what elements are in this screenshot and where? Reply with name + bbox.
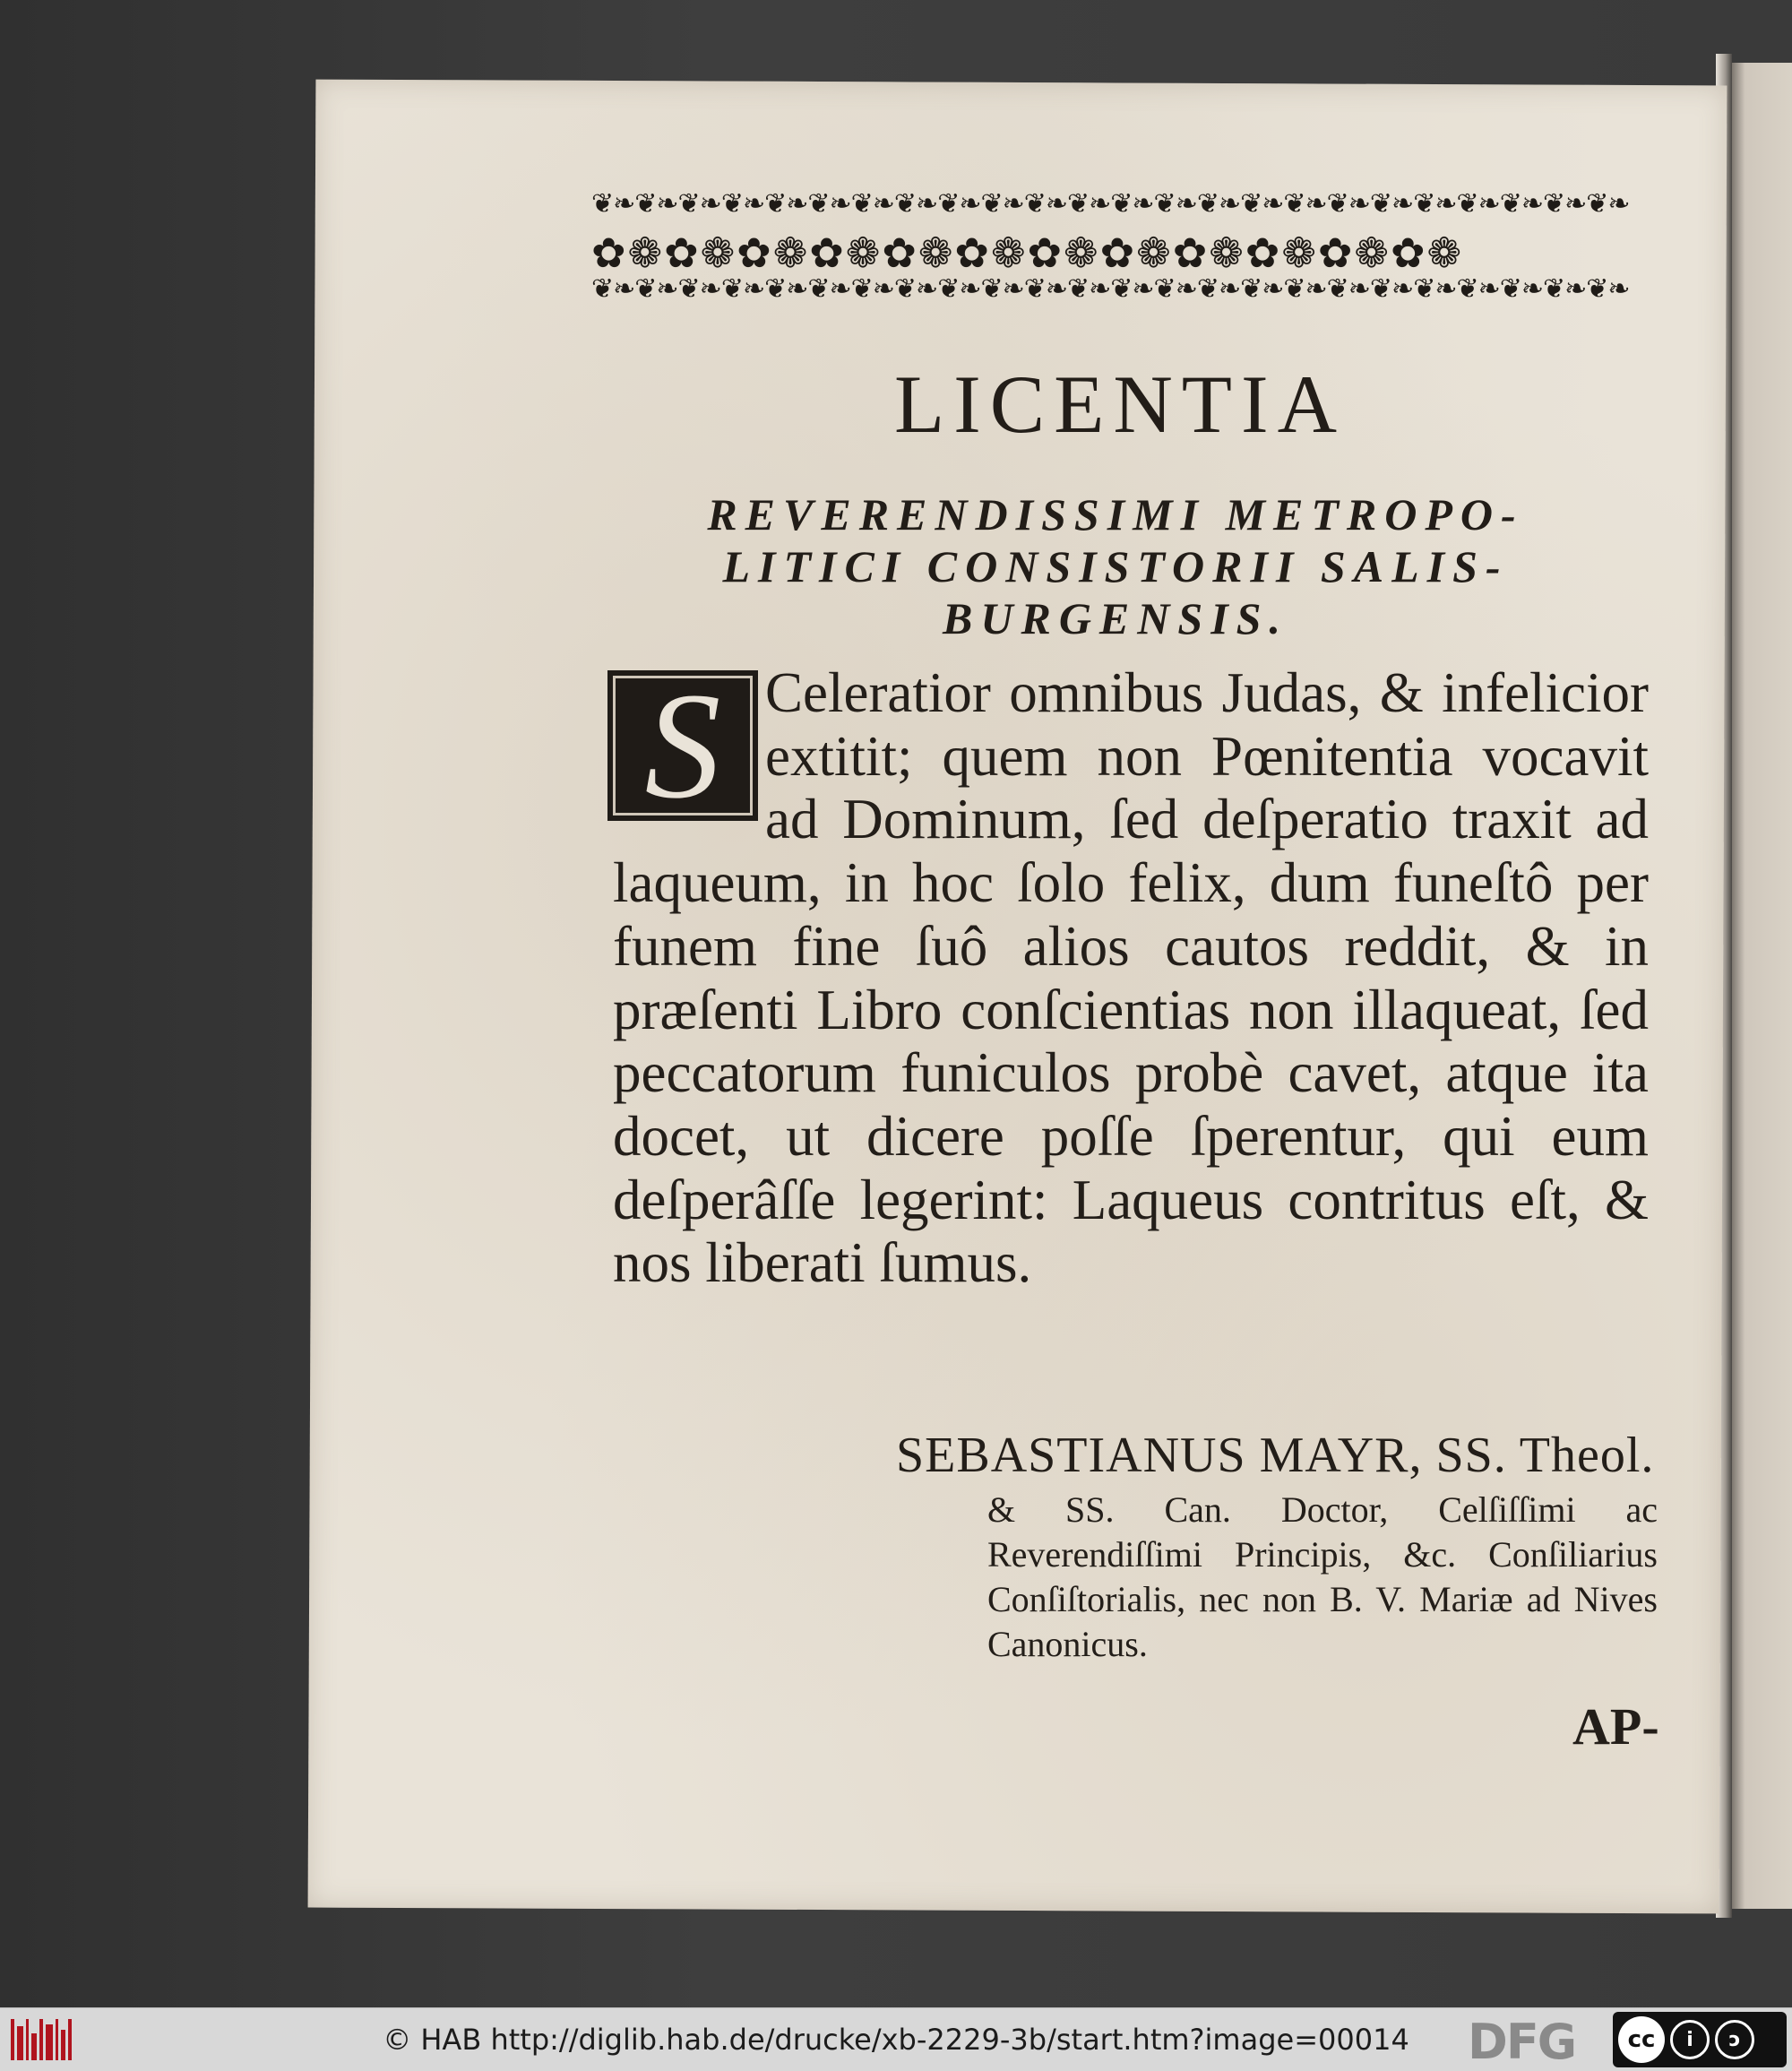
page-title: LICENTIA [893,358,1347,450]
signature-name: SEBASTIANUS MAYR, SS. Theol. [896,1428,1655,1483]
share-alike-icon: ↄ [1715,2020,1754,2059]
ornament-band-bottom: ❦❧❦❧❦❧❦❧❦❧❦❧❦❧❦❧❦❧❦❧❦❧❦❧❦❧❦❧❦❧❦❧❦❧❦❧❦❧❦❧❦❧❦❧❦❧❦❧ [591,273,1630,305]
subtitle-line-2: LITICI CONSISTORII SALIS- [722,541,1509,591]
page-subtitle [645,488,1586,644]
subtitle-line-3: BURGENSIS. [943,593,1288,643]
ornament-band-middle: ✿❁✿❁✿❁✿❁✿❁✿❁✿❁✿❁✿❁✿❁✿❁✿❁ [591,229,1464,277]
decorated-initial: S [607,670,758,821]
next-page-edge [1729,63,1792,1909]
copyright-url[interactable]: © HAB http://diglib.hab.de/drucke/xb-2229-3b/start.htm?image=00014 [383,2023,1409,2057]
cc-license-badge[interactable] [1613,2012,1787,2067]
body-paragraph [613,661,1649,1295]
cc-icon: cc [1618,2016,1665,2063]
signature-block [896,1427,1658,1667]
subtitle-line-1: REVERENDISSIMI METROPO- [707,489,1524,539]
body-text: Celeratior omnibus Judas, & infelicior extitit; quem non Pœnitentia vocavit ad Dominum, ſed deſperatio traxit ad laqueum, in hoc ſolo felix, dum funeſtô per funem fine ſuô alios cautos reddit, & in præſenti Libro conſcientias non illaqueat, ſed peccatorum funiculos probè cavet, atque ita docet, ut dicere poſſe ſperentur, qui eum deſperâſſe legerint: Laqueus contritus eſt, & nos liberati ſumus. [613,661,1649,1295]
attribution-icon: i [1670,2020,1710,2059]
ornament-band-top: ❦❧❦❧❦❧❦❧❦❧❦❧❦❧❦❧❦❧❦❧❦❧❦❧❦❧❦❧❦❧❦❧❦❧❦❧❦❧❦❧❦❧❦❧❦❧❦❧ [591,188,1630,220]
dfg-logo: DFG [1468,2014,1576,2070]
signature-title: & SS. Can. Doctor, Celſiſſimi ac Reverendiſſimi Principis, &c. Conſiliarius Conſiſtorialis, nec non B. V. Mariæ ad Nives Canonicus. [987,1489,1658,1664]
catchword: AP- [1572,1697,1659,1756]
footer-bar [0,2007,1792,2071]
